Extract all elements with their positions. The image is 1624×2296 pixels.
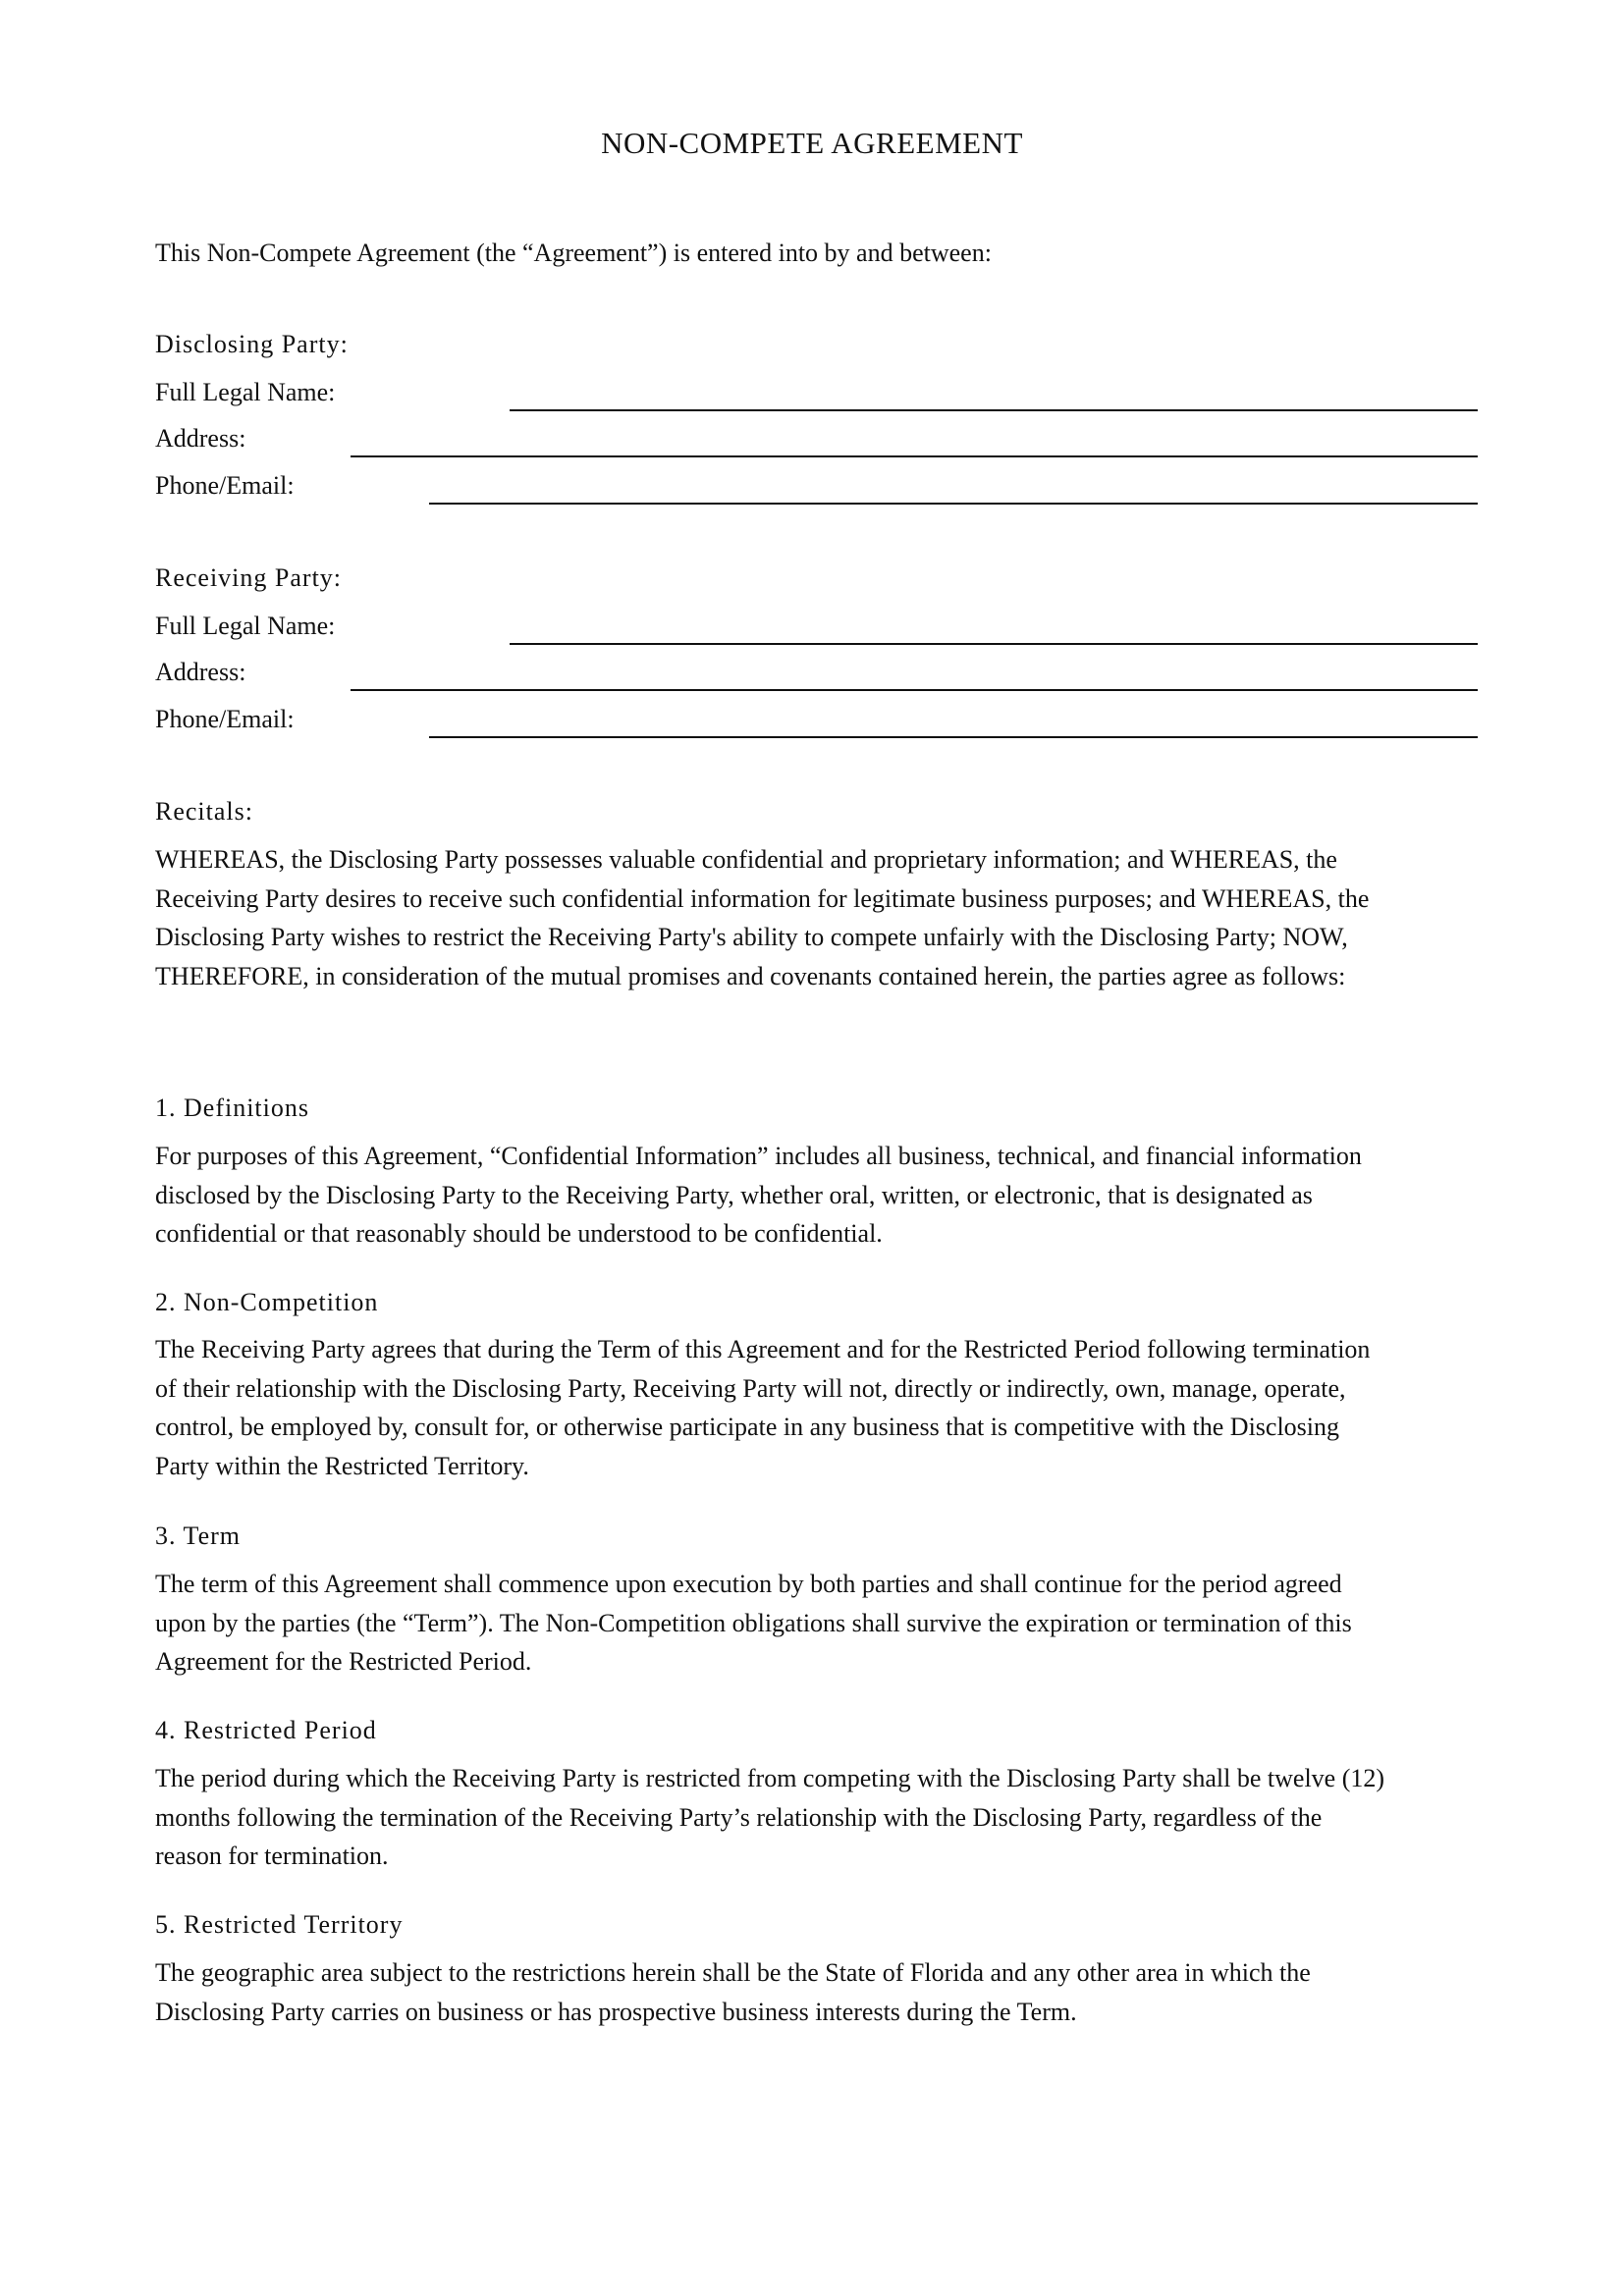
disclosing-party-heading: Disclosing Party: (155, 330, 349, 358)
disclosing-address-field[interactable] (155, 419, 1478, 458)
field-label: Phone/Email: (155, 471, 295, 500)
section-paragraph-term (155, 1565, 1490, 1682)
fill-in-line[interactable] (510, 409, 1478, 411)
paragraph-line: of their relationship with the Disclosing Party, Receiving Party will not, directly or indirectly, own, manage, operate, (155, 1373, 1346, 1403)
disclosing-phone-email-field[interactable] (155, 466, 1478, 506)
field-label: Address: (155, 424, 246, 453)
fill-in-line[interactable] (429, 736, 1478, 738)
paragraph-line: Disclosing Party carries on business or has prospective business interests during the Term. (155, 1997, 1077, 2026)
paragraph-line: control, be employed by, consult for, or otherwise participate in any business that is competitive with the Disclosing (155, 1413, 1340, 1441)
section-paragraph-non-competition (155, 1330, 1490, 1485)
document-title: NON-COMPETE AGREEMENT (601, 126, 1023, 160)
paragraph-line: Party within the Restricted Territory. (155, 1451, 529, 1480)
paragraph-line: Agreement for the Restricted Period. (155, 1647, 532, 1676)
intro-text: This Non-Compete Agreement (the “Agreement”) is entered into by and between: (155, 239, 992, 267)
receiving-full-name-field[interactable] (155, 607, 1478, 646)
field-label: Phone/Email: (155, 705, 295, 733)
fill-in-line[interactable] (510, 643, 1478, 645)
section-heading-term: 3. Term (155, 1522, 242, 1550)
fill-in-line[interactable] (351, 689, 1478, 691)
paragraph-line: The term of this Agreement shall commence upon execution by both parties and shall continue for the period agreed (155, 1570, 1342, 1598)
paragraph-line: upon by the parties (the “Term”). The Non-Competition obligations shall survive the expiration or termination of this (155, 1608, 1352, 1637)
section-heading-non-competition: 2. Non-Competition (155, 1288, 379, 1316)
paragraph-line: The geographic area subject to the restrictions herein shall be the State of Florida and any other area in which the (155, 1958, 1311, 1987)
fill-in-line[interactable] (429, 503, 1478, 505)
section-heading-restricted-territory: 5. Restricted Territory (155, 1910, 404, 1939)
recitals-paragraph (155, 840, 1490, 995)
recitals-heading: Recitals: (155, 797, 253, 826)
field-label: Address: (155, 658, 246, 686)
paragraph-line: For purposes of this Agreement, “Confidential Information” includes all business, technical, and financial information (155, 1142, 1362, 1170)
receiving-party-heading: Receiving Party: (155, 563, 343, 592)
paragraph-line: Receiving Party desires to receive such confidential information for legitimate business purposes; and WHEREAS, the (155, 883, 1370, 913)
section-paragraph-restricted-territory (155, 1953, 1490, 2031)
paragraph-line: WHEREAS, the Disclosing Party possesses valuable confidential and proprietary information; and WHEREAS, the (155, 845, 1337, 874)
paragraph-line: The period during which the Receiving Party is restricted from competing with the Disclosing Party shall be twelve (12) (155, 1764, 1385, 1792)
paragraph-line: The Receiving Party agrees that during the Term of this Agreement and for the Restricted Period following termination (155, 1335, 1371, 1363)
section-paragraph-restricted-period (155, 1759, 1490, 1876)
paragraph-line: Disclosing Party wishes to restrict the Receiving Party's ability to compete unfairly with the Disclosing Party; NOW, (155, 923, 1348, 951)
paragraph-line: THEREFORE, in consideration of the mutual promises and covenants contained herein, the parties agree as follows: (155, 961, 1346, 990)
paragraph-line: disclosed by the Disclosing Party to the Receiving Party, whether oral, written, or electronic, that is designated as (155, 1180, 1313, 1209)
receiving-address-field[interactable] (155, 653, 1478, 692)
disclosing-full-name-field[interactable] (155, 373, 1478, 412)
field-label: Full Legal Name: (155, 378, 336, 406)
paragraph-line: reason for termination. (155, 1842, 389, 1870)
section-heading-restricted-period: 4. Restricted Period (155, 1716, 377, 1744)
field-label: Full Legal Name: (155, 612, 336, 640)
section-paragraph-definitions (155, 1137, 1490, 1254)
paragraph-line: confidential or that reasonably should be understood to be confidential. (155, 1219, 883, 1248)
fill-in-line[interactable] (351, 455, 1478, 457)
paragraph-line: months following the termination of the Receiving Party’s relationship with the Disclosing Party, regardless of the (155, 1802, 1323, 1832)
section-heading-definitions: 1. Definitions (155, 1094, 309, 1122)
receiving-phone-email-field[interactable] (155, 700, 1478, 739)
